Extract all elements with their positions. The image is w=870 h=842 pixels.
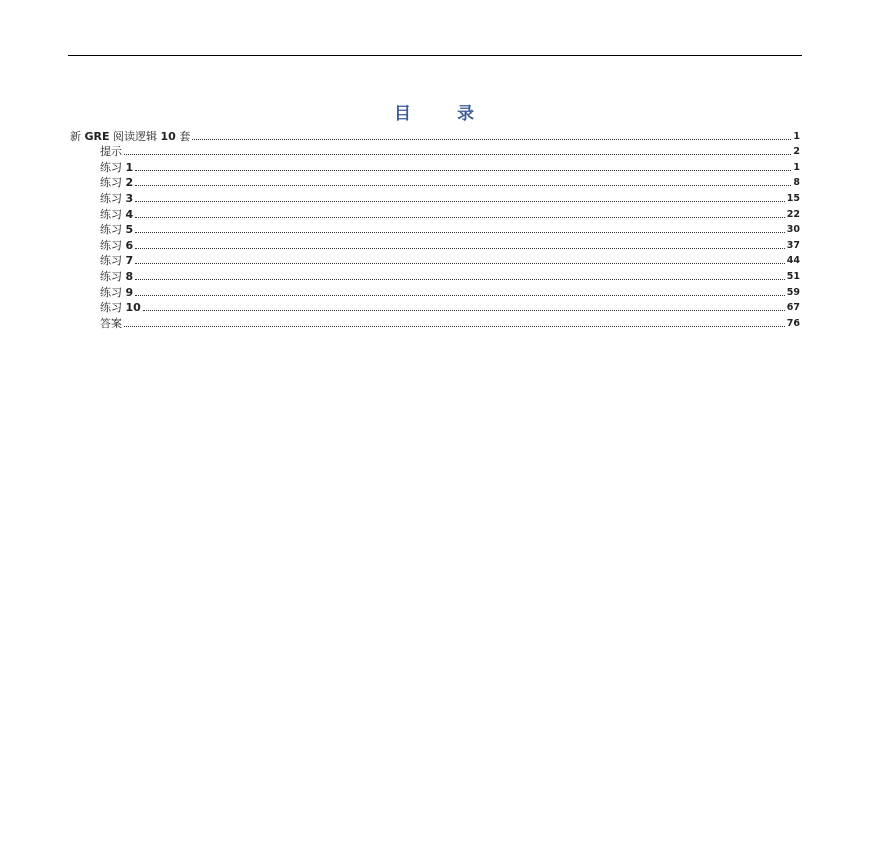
toc-entry[interactable] xyxy=(70,299,800,315)
toc-dot-leader xyxy=(135,248,785,249)
toc-entry-label-part: 2 xyxy=(125,176,134,190)
header-rule xyxy=(68,55,802,56)
toc-entry-label-part: 练习 xyxy=(100,301,122,315)
toc-dot-leader xyxy=(135,263,785,264)
toc-entry-page-number: 1 xyxy=(793,130,800,142)
toc-entry[interactable] xyxy=(70,221,800,237)
toc-entry[interactable] xyxy=(70,205,800,221)
toc-entry-page-number: 2 xyxy=(793,146,800,158)
toc-dot-leader xyxy=(143,310,785,311)
toc-entry-label-part: 10 xyxy=(125,301,141,315)
toc-entry-page-number: 30 xyxy=(786,224,800,236)
toc-entry-label-part: 练习 xyxy=(100,269,122,283)
toc-entry-page-number: 15 xyxy=(786,192,800,204)
toc-entry-label-part: 8 xyxy=(125,269,134,283)
toc-entry-label-part: 6 xyxy=(125,238,134,252)
toc-entry-label-part: 9 xyxy=(125,285,134,299)
toc-entry-label xyxy=(100,286,133,299)
toc-entry-label xyxy=(100,176,133,189)
toc-entry-label xyxy=(100,254,133,267)
toc-dot-leader xyxy=(135,279,785,280)
toc-entry-label-part: 答案 xyxy=(100,316,122,330)
toc-entry-label xyxy=(100,317,122,330)
toc-entry-label xyxy=(100,301,141,314)
toc-entry-label-part: 10 xyxy=(160,129,176,143)
toc-list xyxy=(70,127,800,330)
toc-entry-label-part: 提示 xyxy=(100,145,122,159)
toc-entry-label xyxy=(100,239,133,252)
toc-entry-page-number: 44 xyxy=(786,255,800,267)
toc-entry-label-part: 练习 xyxy=(100,254,122,268)
toc-entry-label-part: 练习 xyxy=(100,191,122,205)
toc-entry-label-part: 练习 xyxy=(100,238,122,252)
toc-entry-label-part: 3 xyxy=(125,191,134,205)
toc-entry-label-part: 阅读逻辑 xyxy=(113,129,158,143)
toc-entry-label xyxy=(100,208,133,221)
toc-entry-page-number: 22 xyxy=(786,208,800,220)
toc-entry-page-number: 37 xyxy=(786,239,800,251)
toc-entry-label-part: 套 xyxy=(179,129,191,143)
toc-dot-leader xyxy=(135,185,791,186)
toc-entry-page-number: 67 xyxy=(786,302,800,314)
toc-entry-page-number: 76 xyxy=(786,317,800,329)
toc-entry-label-part: 5 xyxy=(125,223,134,237)
toc-entry-label-part: GRE xyxy=(84,129,110,143)
toc-title-char: 录 xyxy=(457,104,476,124)
toc-entry-label xyxy=(100,161,133,174)
toc-entry-page-number: 51 xyxy=(786,270,800,282)
toc-dot-leader xyxy=(135,170,791,171)
toc-entry[interactable] xyxy=(70,127,800,143)
toc-entry-label-part: 练习 xyxy=(100,160,122,174)
toc-dot-leader xyxy=(135,201,785,202)
toc-entry-label xyxy=(70,130,190,143)
toc-entry-label-part: 练习 xyxy=(100,176,122,190)
toc-entry-label xyxy=(100,145,122,158)
toc-entry[interactable] xyxy=(70,314,800,330)
toc-entry[interactable] xyxy=(70,174,800,190)
toc-entry-label-part: 1 xyxy=(125,160,134,174)
toc-entry[interactable] xyxy=(70,189,800,205)
toc-dot-leader xyxy=(135,232,785,233)
toc-entry-page-number: 1 xyxy=(793,161,800,173)
toc-entry-label xyxy=(100,270,133,283)
toc-entry[interactable] xyxy=(70,158,800,174)
toc-dot-leader xyxy=(124,326,785,327)
toc-entry[interactable] xyxy=(70,143,800,159)
toc-title xyxy=(0,99,870,124)
toc-entry-label-part: 新 xyxy=(70,129,81,143)
toc-entry-label xyxy=(100,192,133,205)
toc-entry-label-part: 4 xyxy=(125,207,134,221)
toc-entry-label xyxy=(100,223,133,236)
toc-entry-page-number: 59 xyxy=(786,286,800,298)
toc-title-char: 目 xyxy=(394,104,413,124)
toc-dot-leader xyxy=(124,154,791,155)
toc-entry[interactable] xyxy=(70,236,800,252)
toc-dot-leader xyxy=(135,217,785,218)
toc-entry-label-part: 练习 xyxy=(100,207,122,221)
toc-entry-label-part: 练习 xyxy=(100,285,122,299)
toc-entry[interactable] xyxy=(70,252,800,268)
toc-entry[interactable] xyxy=(70,267,800,283)
toc-entry-label-part: 练习 xyxy=(100,223,122,237)
toc-entry[interactable] xyxy=(70,283,800,299)
toc-dot-leader xyxy=(192,139,791,140)
toc-entry-page-number: 8 xyxy=(793,177,800,189)
toc-dot-leader xyxy=(135,295,785,296)
toc-entry-label-part: 7 xyxy=(125,254,134,268)
